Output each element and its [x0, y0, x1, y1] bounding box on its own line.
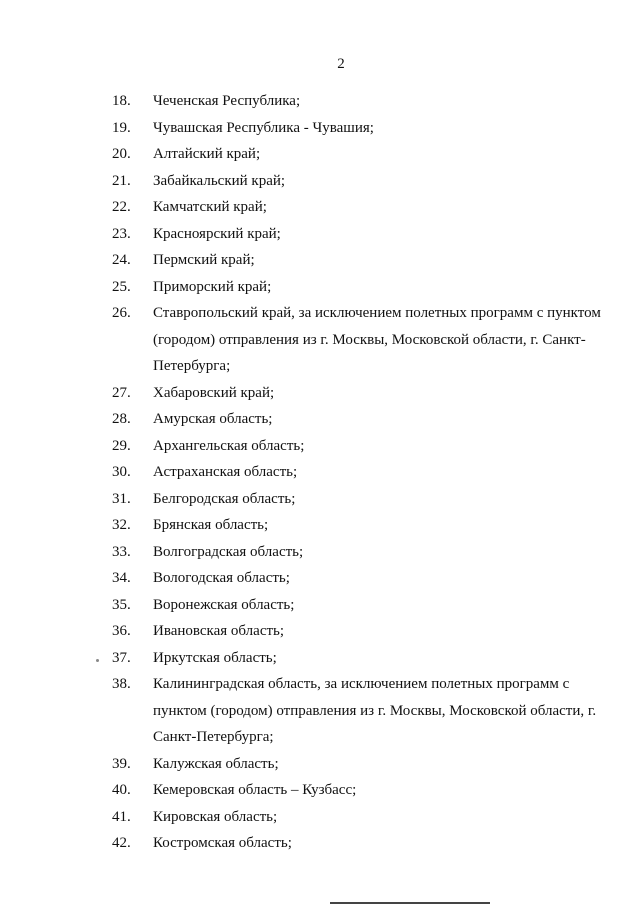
item-text [153, 751, 607, 778]
item-text [153, 539, 607, 566]
item-number: 28. [112, 411, 131, 427]
item-number: 34. [112, 570, 131, 586]
item-text-line: Воронежская область; [153, 596, 295, 613]
item-text [153, 486, 607, 513]
item-number: 23. [112, 225, 131, 242]
item-text [153, 433, 607, 460]
item-text-line: Астраханская область; [153, 464, 298, 480]
item-text-line: Красноярский край; [153, 225, 281, 242]
item-text-line: Алтайский край; [153, 146, 261, 162]
list-item [112, 406, 607, 433]
item-text-line: Амурская область; [153, 411, 273, 427]
item-number: 19. [112, 119, 131, 136]
item-text [153, 168, 607, 195]
item-number: 22. [112, 199, 131, 215]
item-text-line: Хабаровский край; [153, 384, 275, 401]
item-text [153, 512, 607, 539]
item-number: 31. [112, 490, 131, 507]
list-item [112, 539, 607, 566]
list-item [112, 88, 607, 115]
item-text [153, 300, 607, 380]
item-number: 36. [112, 623, 131, 639]
item-text [153, 274, 607, 301]
item-number: 21. [112, 172, 131, 189]
item-text [153, 671, 607, 751]
list-item [112, 274, 607, 301]
item-number: 39. [112, 755, 131, 772]
item-text-line: Архангельская область; [153, 437, 305, 454]
scan-speck [96, 659, 99, 662]
item-text [153, 247, 607, 274]
item-number: 20. [112, 146, 131, 162]
item-text-line: Пермский край; [153, 252, 255, 268]
item-text-line: Чувашская Республика - Чувашия; [153, 119, 374, 136]
item-number: 35. [112, 596, 131, 613]
list-item [112, 565, 607, 592]
item-number: 24. [112, 252, 131, 268]
item-number: 25. [112, 278, 131, 295]
item-text-line: Чеченская Республика; [153, 93, 301, 109]
region-list [112, 88, 607, 857]
item-number: 33. [112, 543, 131, 560]
item-text [153, 406, 607, 433]
item-text [153, 565, 607, 592]
item-text-line: Вологодская область; [153, 570, 290, 586]
item-text-line: Брянская область; [153, 517, 269, 533]
item-text-line: Калининградская область, за исключением полетных программ с [153, 676, 570, 692]
item-number: 41. [112, 808, 131, 825]
item-text-line: Кировская область; [153, 808, 278, 825]
list-item [112, 380, 607, 407]
item-text [153, 777, 607, 804]
item-text-line: Камчатский край; [153, 199, 267, 215]
item-text [153, 592, 607, 619]
item-number: 32. [112, 517, 131, 533]
list-item [112, 168, 607, 195]
item-text-line: Костромская область; [153, 835, 292, 851]
item-text [153, 221, 607, 248]
item-number: 38. [112, 676, 131, 692]
list-item [112, 512, 607, 539]
item-text [153, 88, 607, 115]
item-number: 42. [112, 835, 131, 851]
item-text-line: Белгородская область; [153, 490, 296, 507]
list-item [112, 141, 607, 168]
list-item [112, 486, 607, 513]
item-text [153, 804, 607, 831]
item-number: 27. [112, 384, 131, 401]
item-text [153, 618, 607, 645]
item-text-line: Забайкальский край; [153, 172, 286, 189]
item-text [153, 141, 607, 168]
item-number: 29. [112, 437, 131, 454]
item-number: 40. [112, 782, 131, 798]
list-item [112, 221, 607, 248]
item-text-line: Петербурга; [153, 358, 231, 374]
list-item [112, 618, 607, 645]
item-text-line: Иркутская область; [153, 649, 277, 666]
item-text-line: Волгоградская область; [153, 543, 304, 560]
item-text [153, 380, 607, 407]
list-item [112, 247, 607, 274]
item-text-line: Санкт-Петербурга; [153, 729, 274, 745]
item-number: 18. [112, 93, 131, 109]
page-number: 2 [337, 56, 345, 72]
item-text [153, 645, 607, 672]
list-item [112, 751, 607, 778]
list-item [112, 115, 607, 142]
item-text-line: Ивановская область; [153, 623, 285, 639]
bottom-edge-rule [330, 902, 490, 904]
list-item [112, 830, 607, 857]
item-text [153, 194, 607, 221]
item-text-line: Калужская область; [153, 755, 279, 772]
list-item [112, 671, 607, 751]
item-text-line: пунктом (городом) отправления из г. Москвы, Московской области, г. [153, 702, 597, 719]
item-text-line: Кемеровская область – Кузбасс; [153, 782, 357, 798]
list-item [112, 433, 607, 460]
item-number: 26. [112, 305, 131, 321]
item-number: 37. [112, 649, 131, 666]
item-text-line: Ставропольский край, за исключением полетных программ с пунктом [153, 305, 601, 321]
item-text [153, 830, 607, 857]
list-item [112, 194, 607, 221]
item-text-line: (городом) отправления из г. Москвы, Московской области, г. Санкт- [153, 331, 586, 348]
list-item [112, 645, 607, 672]
item-text [153, 115, 607, 142]
item-text [153, 459, 607, 486]
item-number: 30. [112, 464, 131, 480]
list-item [112, 459, 607, 486]
list-item [112, 592, 607, 619]
list-item [112, 300, 607, 380]
list-item [112, 777, 607, 804]
list-item [112, 804, 607, 831]
item-text-line: Приморский край; [153, 278, 272, 295]
